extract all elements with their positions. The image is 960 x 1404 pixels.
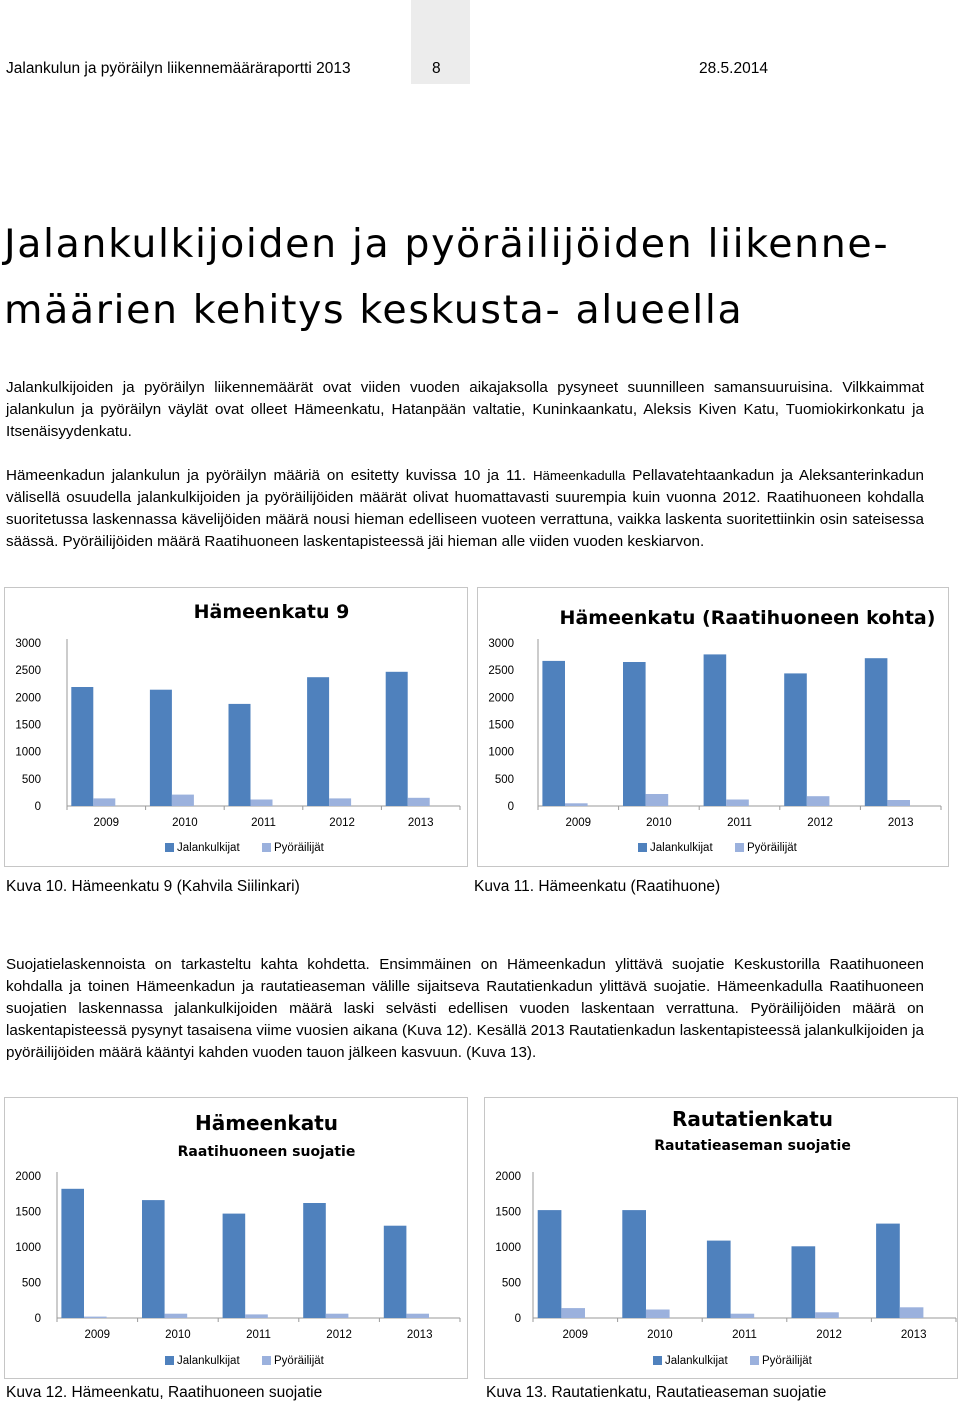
paragraph-intro: Jalankulkijoiden ja pyöräilyn liikennemäärät ovat viiden vuoden aikajaksolla pysyneet suunnilleen samansuuruisina. Vilkkaimmat jalankulun ja pyöräilyn väylät ovat olleet Hämeenkatu, Hatanpään valtatie, Kuninkaankatu, Aleksis Kiven Katu, Tuomiokirkonkatu ja Itsenäisyydenkatu. bbox=[6, 379, 924, 440]
chart-kuva-13 bbox=[484, 1097, 958, 1379]
bar-jalankulkijat bbox=[142, 1200, 165, 1318]
x-tick-label: 2013 bbox=[887, 817, 914, 829]
caption-kuva-10: Kuva 10. Hämeenkatu 9 (Kahvila Siilinkari) bbox=[6, 878, 300, 895]
bar-pyorailijat bbox=[815, 1312, 839, 1318]
bar-jalankulkijat bbox=[384, 1226, 407, 1318]
legend-label-pyorailijat: Pyöräilijät bbox=[762, 1355, 812, 1367]
x-tick-label: 2012 bbox=[807, 817, 833, 829]
x-tick-label: 2011 bbox=[727, 817, 752, 829]
chart-svg-hameenkatu-9 bbox=[5, 588, 467, 866]
legend-swatch-jalankulkijat bbox=[653, 1356, 662, 1365]
paragraph-suojatiet: Suojatielaskennoista on tarkasteltu kahta kohdetta. Ensimmäinen on Hämeenkadun ylittävä suojatie Keskustorilla Raatihuoneen kohdalla ja toinen Hämeenkadun ja rautatieaseman välille sijaitseva Rautatienkadun ylittävä suojatie. Hämeenkadulla Raatihuoneen suojatien laskennassa jalankulkijoiden määrä laski selvästi edellisen vuoden laskentaan verrattuna. Pyöräilijöiden määrä on laskentapisteessä pysynyt tasaisena viime vuosien aikana (Kuva 12). Kesällä 2013 Rautatienkadun laskentapisteessä jalankulkijoiden ja pyöräilijöiden määrä kääntyi kahden vuoden tauon jälkeen kasvuun. (Kuva 13). bbox=[6, 956, 924, 1061]
bar-pyorailijat bbox=[887, 800, 910, 806]
legend-swatch-jalankulkijat bbox=[165, 1356, 174, 1365]
legend-label-jalankulkijat: Jalankulkijat bbox=[177, 1355, 240, 1367]
chart-title: Hämeenkatu bbox=[194, 1111, 339, 1135]
chart-subtitle: Raatihuoneen suojatie bbox=[177, 1144, 356, 1160]
x-tick-label: 2011 bbox=[246, 1329, 271, 1341]
x-tick-label: 2013 bbox=[900, 1329, 927, 1341]
x-tick-label: 2012 bbox=[816, 1329, 842, 1341]
chart-title: Hämeenkatu 9 bbox=[193, 601, 350, 623]
bar-pyorailijat bbox=[900, 1307, 924, 1318]
y-tick-label: 500 bbox=[494, 773, 514, 786]
legend-label-pyorailijat: Pyöräilijät bbox=[274, 842, 324, 854]
paragraph-hameenkatu-a: Hämeenkadun jalankulun ja pyöräilyn määriä on esitetty kuvissa 10 ja 11. bbox=[6, 467, 526, 484]
y-tick-label: 1500 bbox=[495, 1206, 521, 1219]
caption-kuva-13: Kuva 13. Rautatienkatu, Rautatieaseman suojatie bbox=[486, 1384, 827, 1401]
bar-jalankulkijat bbox=[71, 687, 93, 806]
bar-jalankulkijat bbox=[303, 1203, 326, 1318]
bar-jalankulkijat bbox=[61, 1189, 84, 1318]
bar-jalankulkijat bbox=[386, 672, 408, 806]
bar-jalankulkijat bbox=[622, 1210, 646, 1318]
legend-label-pyorailijat: Pyöräilijät bbox=[747, 842, 797, 854]
legend-swatch-pyorailijat bbox=[262, 843, 271, 852]
legend-label-pyorailijat: Pyöräilijät bbox=[274, 1355, 324, 1367]
legend-swatch-pyorailijat bbox=[750, 1356, 759, 1365]
bar-pyorailijat bbox=[172, 795, 194, 806]
y-tick-label: 2500 bbox=[15, 665, 41, 678]
y-tick-label: 2000 bbox=[15, 1171, 41, 1183]
chart-svg-raatihuoneen-suojatie bbox=[5, 1098, 467, 1378]
x-tick-label: 2012 bbox=[326, 1329, 352, 1341]
bar-pyorailijat bbox=[646, 794, 669, 806]
page-title-line1: Jalankulkijoiden ja pyöräilijöiden liikenne- bbox=[4, 221, 890, 267]
bar-jalankulkijat bbox=[704, 654, 727, 806]
y-tick-label: 2500 bbox=[488, 665, 514, 678]
y-tick-label: 0 bbox=[34, 801, 41, 813]
bar-pyorailijat bbox=[807, 796, 830, 806]
legend-swatch-pyorailijat bbox=[262, 1356, 271, 1365]
bar-pyorailijat bbox=[245, 1314, 268, 1318]
bar-pyorailijat bbox=[165, 1314, 188, 1318]
x-tick-label: 2013 bbox=[407, 817, 434, 829]
bar-jalankulkijat bbox=[150, 690, 172, 806]
x-tick-label: 2010 bbox=[172, 817, 198, 829]
bar-jalankulkijat bbox=[538, 1210, 562, 1318]
header-date: 28.5.2014 bbox=[699, 60, 768, 77]
legend-label-jalankulkijat: Jalankulkijat bbox=[177, 842, 240, 854]
x-tick-label: 2009 bbox=[562, 1329, 589, 1341]
bar-jalankulkijat bbox=[707, 1241, 731, 1318]
bar-jalankulkijat bbox=[307, 677, 329, 806]
chart-subtitle: Rautatieaseman suojatie bbox=[654, 1138, 851, 1154]
bar-pyorailijat bbox=[326, 1314, 349, 1318]
chart-kuva-12 bbox=[4, 1097, 468, 1379]
y-tick-label: 2000 bbox=[495, 1171, 521, 1183]
y-tick-label: 1000 bbox=[15, 1242, 41, 1254]
y-tick-label: 500 bbox=[501, 1277, 521, 1290]
x-tick-label: 2011 bbox=[732, 1329, 757, 1341]
chart-kuva-11 bbox=[477, 587, 949, 867]
chart-kuva-10 bbox=[4, 587, 468, 867]
header-page-number: 8 bbox=[432, 60, 441, 77]
y-tick-label: 0 bbox=[514, 1313, 521, 1325]
bar-pyorailijat bbox=[93, 798, 115, 806]
bar-pyorailijat bbox=[726, 800, 749, 807]
y-tick-label: 1000 bbox=[15, 746, 41, 759]
paragraph-hameenkatu-c: Pellavatehtaankadun ja Aleksanterinkadun välisellä osuudella jalankulkijoiden ja pyöräilijöiden määrät olivat huomattavasti suurempia kuin vuonna 2012. Raatihuoneen kohdalla suoritetussa laskennassa kävelijöiden määrä nousi hieman edelliseen vuoteen verrattuna, vaikka laskenta suoritettiinkin osin sateisessa säässä. Pyöräilijöiden määrä Raatihuoneen laskentapisteessä jäi hieman alle viiden vuoden keskiarvon. bbox=[6, 467, 924, 550]
x-tick-label: 2011 bbox=[251, 817, 276, 829]
chart-svg-raatihuone bbox=[478, 588, 948, 866]
x-tick-label: 2009 bbox=[565, 817, 592, 829]
caption-kuva-11: Kuva 11. Hämeenkatu (Raatihuone) bbox=[474, 878, 721, 895]
x-tick-label: 2012 bbox=[329, 817, 355, 829]
x-tick-label: 2013 bbox=[406, 1329, 433, 1341]
legend-swatch-jalankulkijat bbox=[165, 843, 174, 852]
x-tick-label: 2010 bbox=[165, 1329, 191, 1341]
y-tick-label: 500 bbox=[21, 773, 41, 786]
y-tick-label: 1000 bbox=[495, 1242, 521, 1254]
paragraph-hameenkatu-b: Hämeenkadulla bbox=[532, 468, 626, 483]
paragraph-hameenkatu bbox=[6, 465, 924, 553]
x-tick-label: 2009 bbox=[84, 1329, 111, 1341]
y-tick-label: 1500 bbox=[488, 719, 514, 732]
y-tick-label: 500 bbox=[21, 1277, 41, 1290]
bar-jalankulkijat bbox=[223, 1214, 246, 1318]
legend-swatch-pyorailijat bbox=[735, 843, 744, 852]
legend-label-jalankulkijat: Jalankulkijat bbox=[650, 842, 713, 854]
chart-svg-rautatieaseman-suojatie bbox=[485, 1098, 957, 1378]
y-tick-label: 3000 bbox=[488, 638, 514, 650]
y-tick-label: 3000 bbox=[15, 638, 41, 650]
bar-jalankulkijat bbox=[623, 662, 646, 806]
bar-pyorailijat bbox=[84, 1317, 107, 1318]
bar-jalankulkijat bbox=[542, 661, 565, 806]
bar-jalankulkijat bbox=[876, 1224, 900, 1318]
x-tick-label: 2010 bbox=[647, 1329, 673, 1341]
page-title-line2: määrien kehitys keskusta- alueella bbox=[4, 287, 744, 333]
bar-pyorailijat bbox=[329, 798, 351, 806]
bar-pyorailijat bbox=[561, 1308, 585, 1318]
x-tick-label: 2009 bbox=[93, 817, 120, 829]
y-tick-label: 1500 bbox=[15, 1206, 41, 1219]
bar-jalankulkijat bbox=[229, 704, 251, 806]
chart-title: Hämeenkatu (Raatihuoneen kohta) bbox=[559, 607, 936, 629]
bar-pyorailijat bbox=[646, 1310, 670, 1319]
y-tick-label: 0 bbox=[34, 1313, 41, 1325]
y-tick-label: 2000 bbox=[488, 692, 514, 705]
legend-label-jalankulkijat: Jalankulkijat bbox=[665, 1355, 728, 1367]
y-tick-label: 0 bbox=[507, 801, 514, 813]
y-tick-label: 2000 bbox=[15, 692, 41, 705]
bar-jalankulkijat bbox=[865, 658, 888, 806]
bar-pyorailijat bbox=[565, 803, 588, 806]
bar-pyorailijat bbox=[731, 1314, 755, 1318]
bar-jalankulkijat bbox=[792, 1246, 816, 1318]
chart-title: Rautatienkatu bbox=[671, 1107, 834, 1131]
bar-pyorailijat bbox=[251, 800, 273, 807]
bar-pyorailijat bbox=[406, 1314, 429, 1318]
y-tick-label: 1500 bbox=[15, 719, 41, 732]
x-tick-label: 2010 bbox=[646, 817, 672, 829]
legend-swatch-jalankulkijat bbox=[638, 843, 647, 852]
header-report-title: Jalankulun ja pyöräilyn liikennemääräraportti 2013 bbox=[6, 60, 351, 77]
y-tick-label: 1000 bbox=[488, 746, 514, 759]
caption-kuva-12: Kuva 12. Hämeenkatu, Raatihuoneen suojatie bbox=[6, 1384, 323, 1401]
bar-pyorailijat bbox=[408, 798, 430, 806]
bar-jalankulkijat bbox=[784, 673, 807, 806]
